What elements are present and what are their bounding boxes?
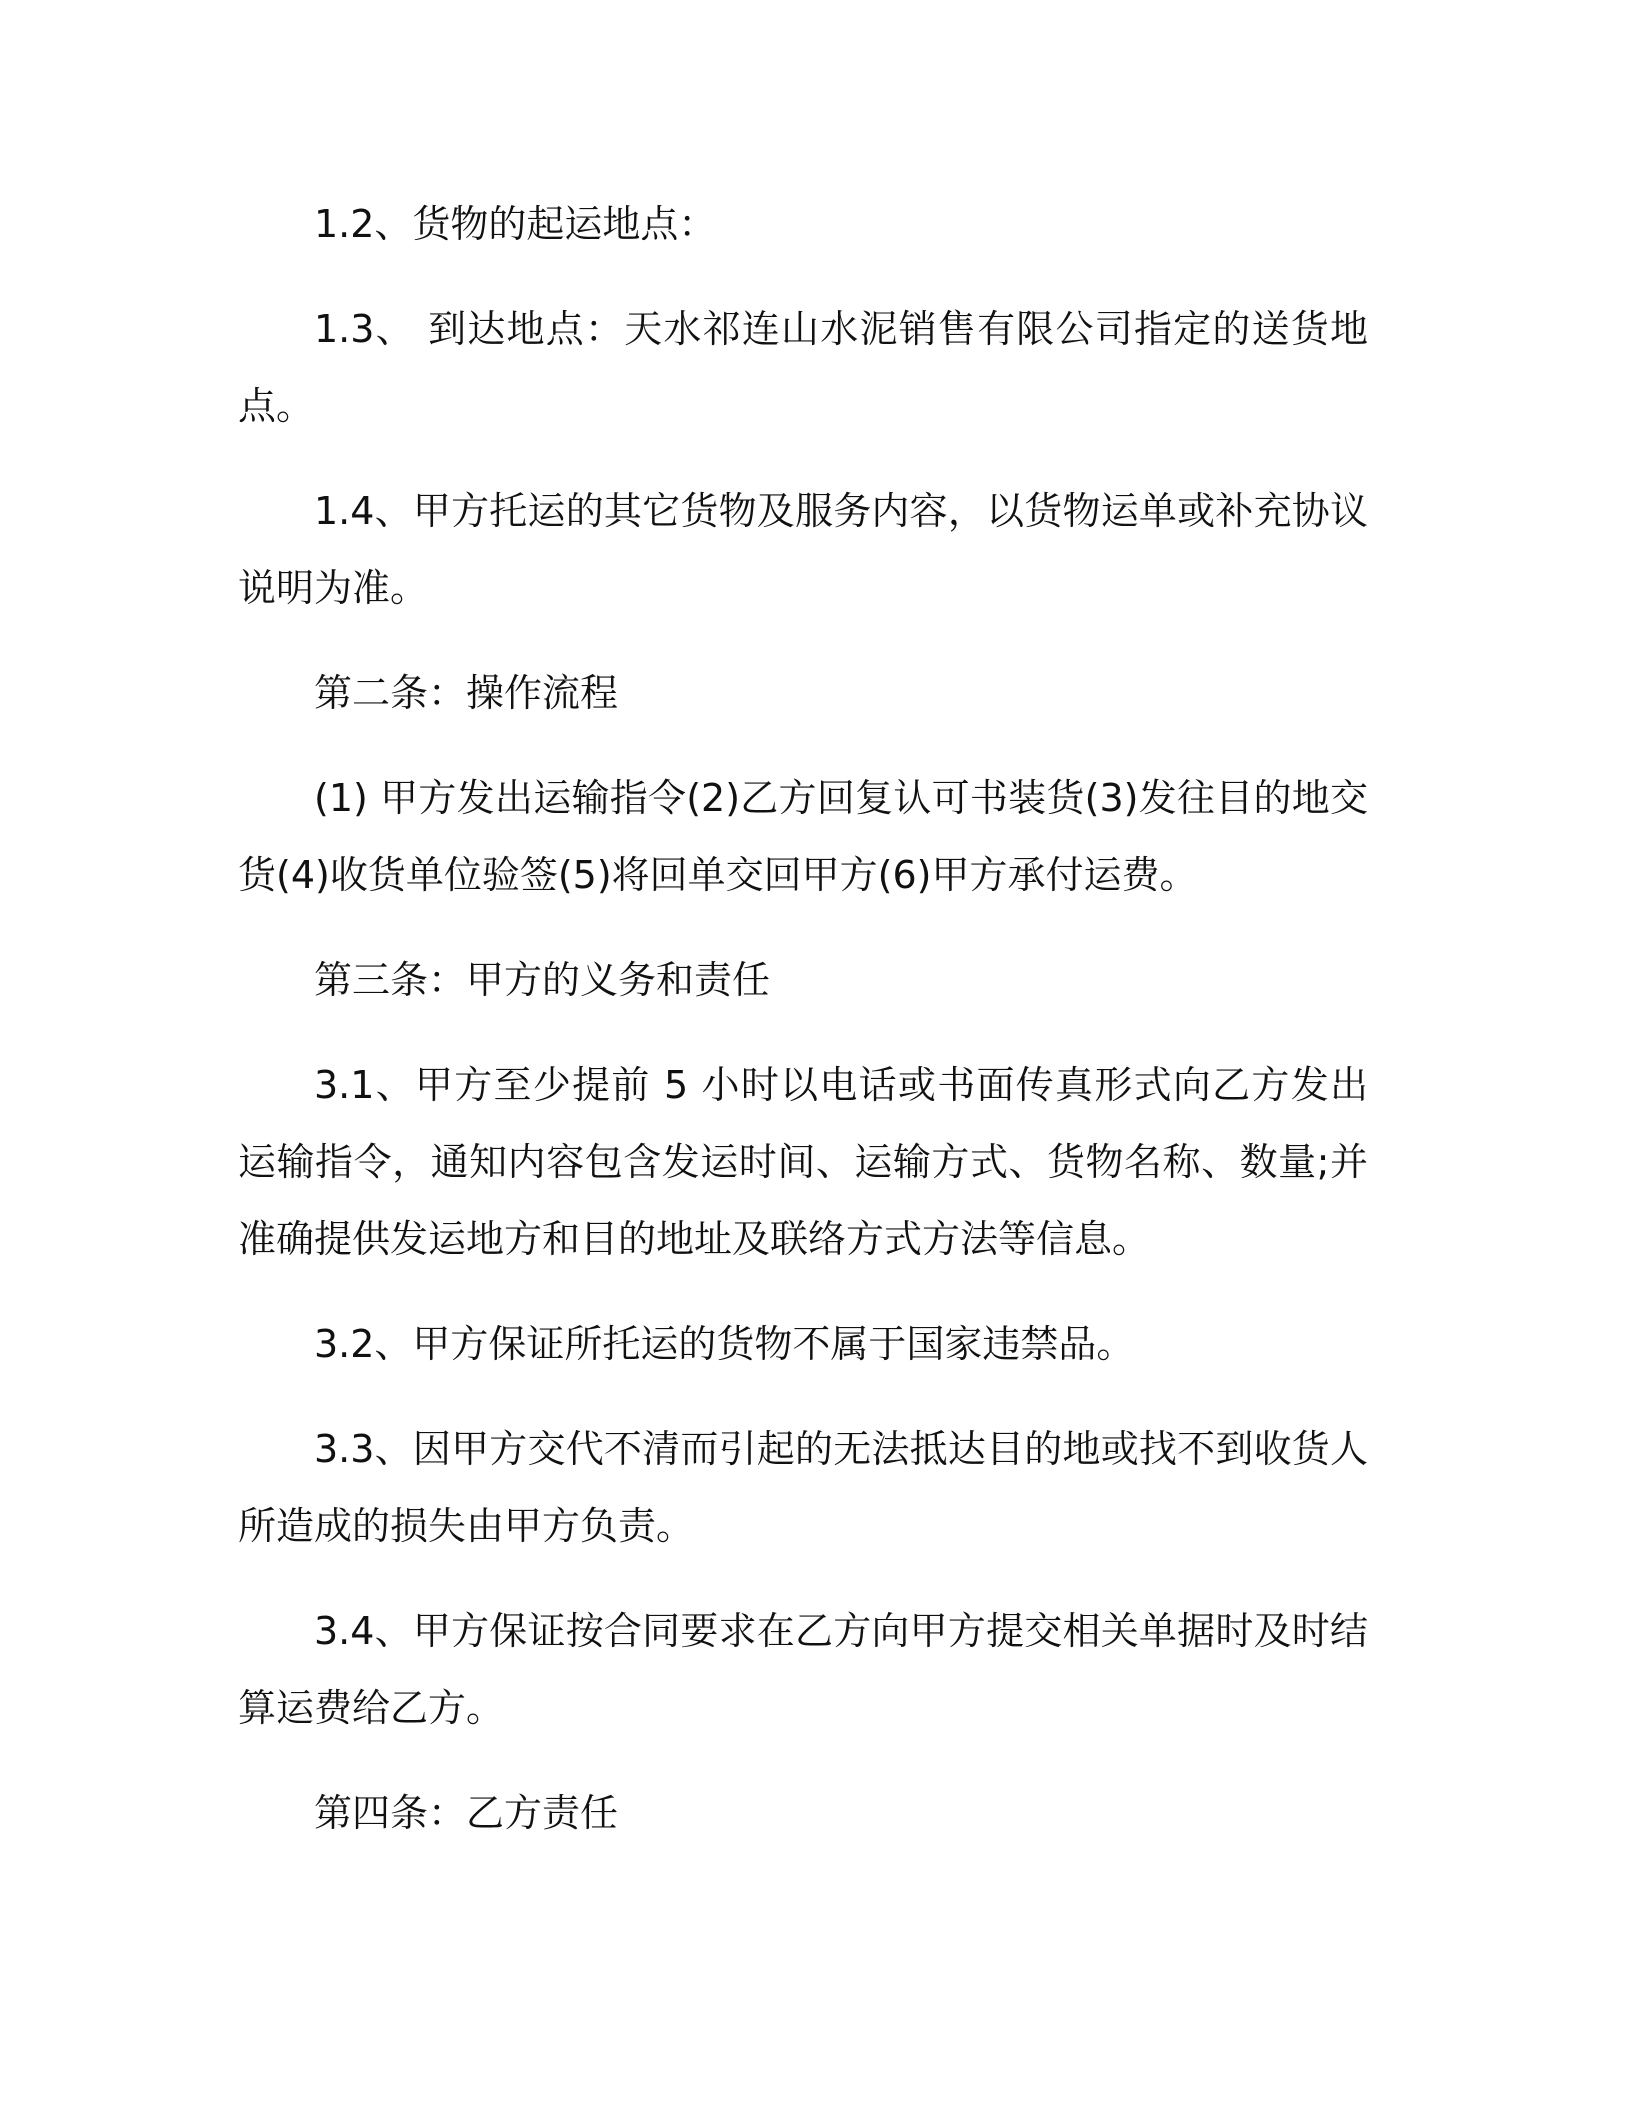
clause-1-3: 1.3、 到达地点：天水祁连山水泥销售有限公司指定的送货地点。	[238, 307, 1368, 428]
article-4-heading: 第四条：乙方责任	[314, 1791, 619, 1835]
clause-3-3: 3.3、因甲方交代不清而引起的无法抵达目的地或找不到收货人所造成的损失由甲方负责。	[238, 1427, 1368, 1548]
article-3-heading: 第三条：甲方的义务和责任	[314, 958, 771, 1002]
clause-3-4: 3.4、甲方保证按合同要求在乙方向甲方提交相关单据时及时结算运费给乙方。	[238, 1609, 1368, 1730]
clause-3-1: 3.1、甲方至少提前 5 小时以电话或书面传真形式向乙方发出运输指令，通知内容包含发运时间、运输方式、货物名称、数量;并准确提供发运地方和目的地址及联络方式方法等信息。	[238, 1063, 1368, 1261]
clause-3-2: 3.2、甲方保证所托运的货物不属于国家违禁品。	[314, 1322, 1135, 1366]
document-body	[238, 186, 1368, 1880]
clause-1-4: 1.4、甲方托运的其它货物及服务内容，以货物运单或补充协议说明为准。	[238, 489, 1368, 610]
operation-flow-text: (1) 甲方发出运输指令(2)乙方回复认可书装货(3)发往目的地交货(4)收货单位验签(5)将回单交回甲方(6)甲方承付运费。	[238, 776, 1368, 897]
article-2-heading: 第二条：操作流程	[314, 671, 619, 715]
clause-1-2: 1.2、货物的起运地点：	[314, 202, 717, 246]
